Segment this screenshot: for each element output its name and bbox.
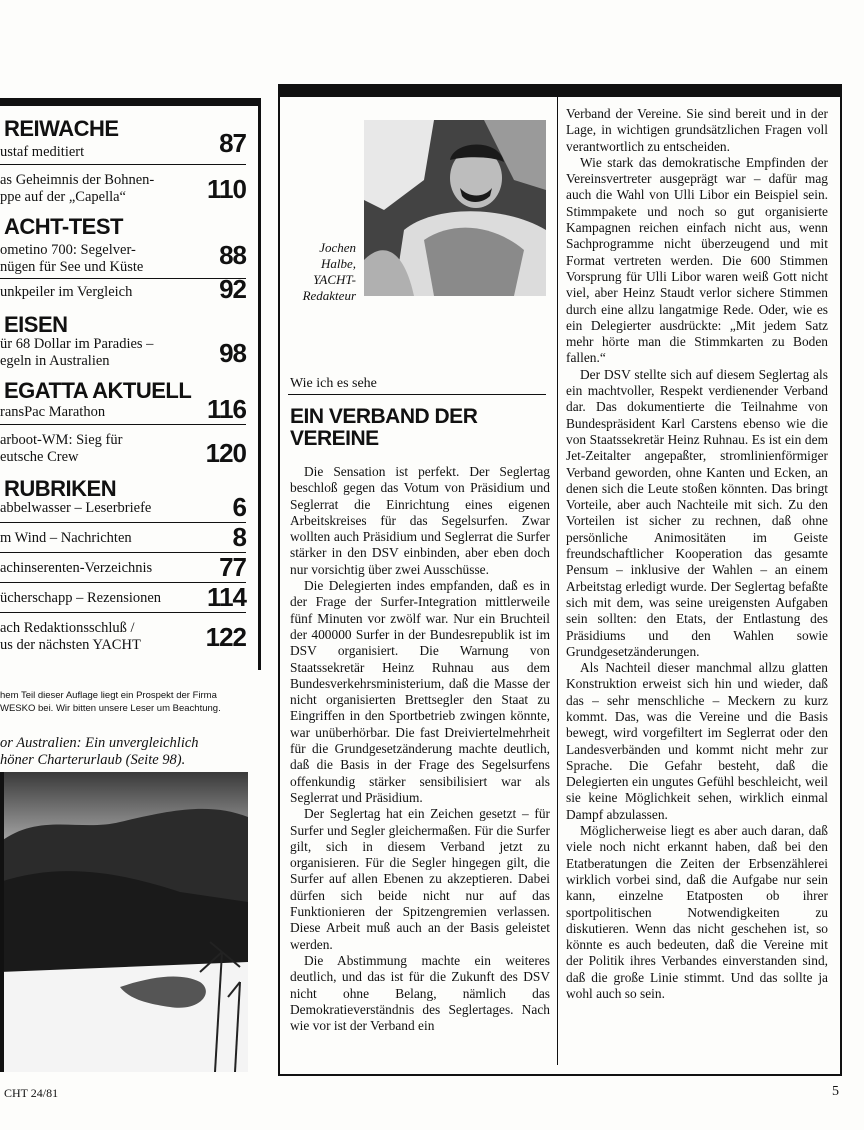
toc-entry[interactable]: ransPac Marathon <box>0 404 106 420</box>
toc-section-title: RUBRIKEN <box>4 476 117 501</box>
toc-divider <box>0 164 246 165</box>
kicker-rule <box>288 394 546 395</box>
toc-page-number[interactable]: 110 <box>207 174 246 204</box>
toc-entry[interactable]: ach Redaktionsschluß / us der nächsten YACHT <box>0 620 141 653</box>
toc-page-number[interactable]: 122 <box>205 622 246 652</box>
paragraph: Wie stark das demokratische Empfinden der Vereinsvertreter ausgeprägt war – dafür mag auch die Wahl von Ulli Libor ein Beispiel sein. Stimmpakete und noch so gut organisierte Kampagnen reichen einfach nicht aus, wenn Sachprogramme nicht überzeugend und mit Format vertreten werden. Die 600 Stimmen Vorsprung für Ulli Libor waren weiß Gott nicht viel, aber Heinz Staudt verlor sichere Stimmen durch eine allzu langatmige Rede. Oder, wie es ein Delegierter ausdrückte: „Mit jedem Satz mehr hörte man die Stimmkarten zu Boden fallen.“ <box>566 154 828 366</box>
toc-entry[interactable]: ür 68 Dollar im Paradies – egeln in Australien <box>0 336 154 369</box>
author-byline: Jochen Halbe, YACHT- Redakteur <box>302 240 356 303</box>
toc-divider <box>0 424 246 425</box>
paragraph: Möglicherweise liegt es aber auch daran, daß viele noch nicht erkannt haben, daß bei den Etatberatungen die Zeiten der Erbsenzählerei wirklich vorbei sind, daß die Aufgabe nur sein kann, einzelne Etatposten ob ihrer sportpolitischen Notwendigkeiten zu diskutieren. Wenn das nicht geschehen ist, so könnte es auch bedeuten, daß die Vereine mit der Politik ihres Verbandes einverstanden sind, daß die große Linie stimmt. Und das sollte ja wohl auch so sein. <box>566 823 828 1002</box>
article-headline: EIN VERBAND DER VEREINE <box>290 405 478 450</box>
toc-top-bar <box>0 98 258 106</box>
photo-caption: or Australien: Ein unvergleichlich höner Charterurlaub (Seite 98). <box>0 735 199 768</box>
table-of-contents <box>0 98 261 670</box>
toc-entry[interactable]: as Geheimnis der Bohnen- ppe auf der „Capella“ <box>0 172 155 205</box>
page-number: 5 <box>832 1084 839 1099</box>
toc-page-number[interactable]: 87 <box>219 128 246 158</box>
toc-entry[interactable]: achinserenten-Verzeichnis <box>0 560 153 576</box>
toc-entry[interactable]: arboot-WM: Sieg für eutsche Crew <box>0 432 123 465</box>
toc-section-title: REIWACHE <box>4 116 119 141</box>
toc-divider <box>0 278 246 279</box>
toc-page-number[interactable]: 6 <box>232 492 246 522</box>
insert-note: hem Teil dieser Auflage liegt ein Prospekt der Firma WESKO bei. Wir bitten unsere Leser um Beachtung. <box>0 690 221 714</box>
article-column-left <box>290 464 550 1034</box>
paragraph: Die Sensation ist perfekt. Der Seglertag beschloß gegen das Votum von Präsidium und Seglerrat die Einrichtung eines eigenen Arbeitskreises für das Segelsurfen. Zwar wollten auch Präsidium und Seglerrat die Surfer stärker in den DSV einbinden, aber eben doch nur vorsichtig über zwei Ausschüsse. <box>290 464 550 577</box>
paragraph: Die Delegierten indes empfanden, daß es in der Frage der Surfer-Integration mittlerweile fünf Minuten vor zwölf war. Nur ein Bruchteil der 400000 Surfer in der Bundesrepublik ist im DSV organisiert. Die Warnung von Staatssekretär Heinz Ruhnau aus dem Bundesverkehrsministerium, daß die Masse der nicht organisierten Brettsegler den Staat zu Eingriffen in den Sportbetrieb zwingen könnte, war unüberhörbar. Die fast Dreiviertelmehrheit für die Grundgesetzänderung machte deutlich, daß die Basis in der Frage des Segelsurfens offenkundig stärker sensibilisiert war als Seglerrat und Präsidium. <box>290 578 550 805</box>
toc-entry[interactable]: m Wind – Nachrichten <box>0 530 132 546</box>
toc-page-number[interactable]: 8 <box>232 522 246 552</box>
toc-entry[interactable]: ustaf meditiert <box>0 144 85 160</box>
toc-page-number[interactable]: 98 <box>219 338 246 368</box>
toc-page-number[interactable]: 77 <box>219 552 246 582</box>
toc-entry[interactable]: ücherschapp – Rezensionen <box>0 590 162 606</box>
paragraph: Der DSV stellte sich auf diesem Seglertag als ein machtvoller, Respekt verdienender Verband dar. Das dokumentierte die Teilnahme von Bundespräsident Karl Carstens ebenso wie die von Staatssekretär Heinz Ruhnau. Es ist ein dem Jet-Zeitalter angepaßter, stromlinienförmiger Verband geworden, ohne Kanten und Ecken, an denen sich die Leute stoßen könnten. Das bringt Vorteile, aber auch Nachteile mit sich. Zu den Vorteilen ist sicher zu rechnen, daß ohne persönliche Animositäten im Geiste freundschaftlicher Kooperation das gesamte Pensum – inklusive der Wahlen – an einem Arbeitstag erledigt wurde. Der Seglertag befaßte sich mit dem, was seine ureigensten Aufgaben sein sollten: den Etats, der Entlastung des Präsidiums und den Wahlen sowie Grundgesetzänderungen. <box>566 366 828 659</box>
column-divider <box>557 97 558 1065</box>
toc-divider <box>0 612 246 613</box>
magazine-issue-footer: CHT 24/81 <box>4 1086 59 1100</box>
toc-section-title: EISEN <box>4 312 68 337</box>
toc-page-number[interactable]: 88 <box>219 240 246 270</box>
toc-page-number[interactable]: 114 <box>207 582 246 612</box>
toc-page-number[interactable]: 116 <box>207 394 246 424</box>
article-column-right <box>566 106 828 1002</box>
toc-page-number[interactable]: 92 <box>219 274 246 304</box>
paragraph: Als Nachteil dieser manchmal allzu glatten Konstruktion erweist sich hin und wieder, daß das – sehr menschliche – Meckern zu kurz kommt. Das, was die Vereine und die Basis bewegt, wird vorgefiltert im Seglerrat oder den Landesverbänden und kommt nicht mehr zur Sprache. Die Gefahr besteht, daß die Delegierten ein ungutes Gefühl beschleicht, weil sie keine Möglichkeit sehen, wirklich einmal Dampf abzulassen. <box>566 660 828 822</box>
paragraph: Die Abstimmung machte ein weiteres deutlich, und das ist für die Zukunft des DSV nicht ohne Belang, nämlich das Demokratieverständnis des Seglertages. Nach wie vor ist der Verband ein <box>290 952 550 1034</box>
toc-entry[interactable]: ometino 700: Segelver- nügen für See und Küste <box>0 242 144 275</box>
toc-section-title: EGATTA AKTUELL <box>4 378 192 403</box>
paragraph: Verband der Vereine. Sie sind bereit und in der Lage, in wichtigen grundsätzlichen Fragen voll verantwortlich zu entscheiden. <box>566 106 828 154</box>
toc-divider <box>0 522 246 523</box>
paragraph: Der Seglertag hat ein Zeichen gesetzt – für Surfer und Segler gleichermaßen. Für die Surfer gilt, sich in diesem Verband jetzt zu organisieren. Für die Segler hingegen gilt, die Surfer auf allen Ebenen zu akzeptieren. Dabei dürfen sich beide nicht nur auf das Funktionieren der Spitzengremien verlassen. Diese Arbeit muß auch an der Basis geleistet werden. <box>290 806 550 952</box>
australia-landscape-photo <box>0 772 248 1072</box>
toc-section-title: ACHT-TEST <box>4 214 123 239</box>
author-portrait-photo <box>364 120 546 296</box>
toc-page-number[interactable]: 120 <box>205 438 246 468</box>
toc-entry[interactable]: abbelwasser – Leserbriefe <box>0 500 152 516</box>
column-kicker: Wie ich es sehe <box>290 376 377 391</box>
toc-divider <box>0 552 246 553</box>
toc-entry[interactable]: unkpeiler im Vergleich <box>0 284 133 300</box>
